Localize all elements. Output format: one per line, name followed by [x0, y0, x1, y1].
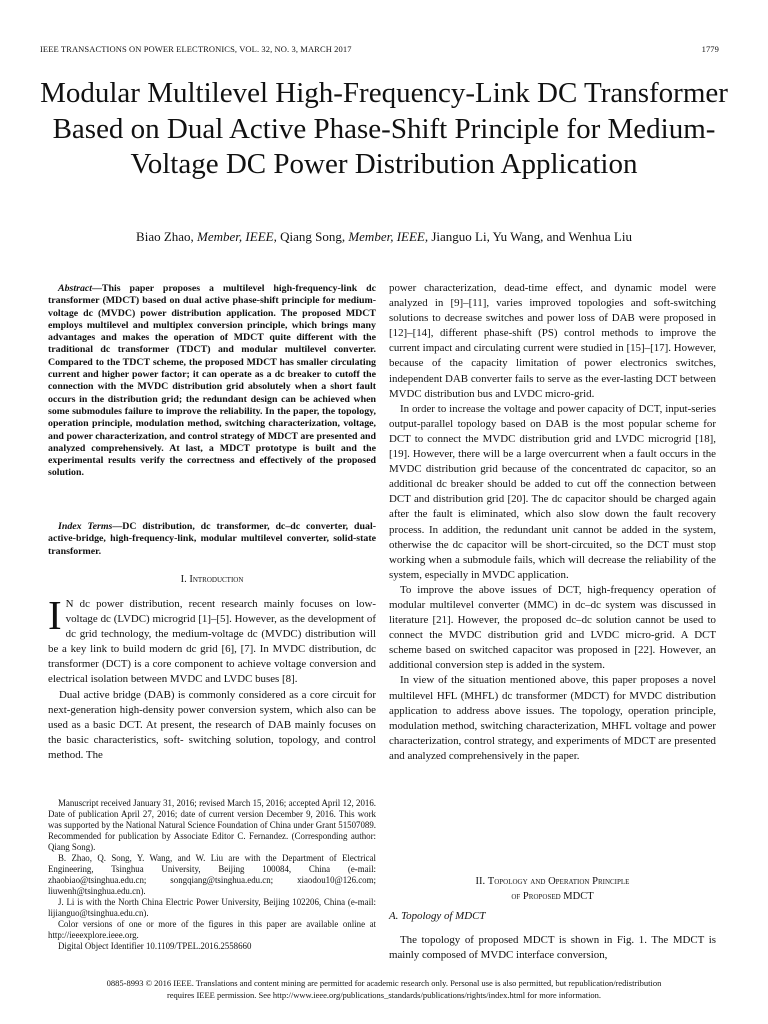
footnote-manuscript: Manuscript received January 31, 2016; revised March 15, 2016; accepted April 12, 2016. Date of publication April 27, 2016; date of current version December 9, 2016. This work was supported by the National Natural Science Foundation of China under Grant 51507089. Recommended for publication by Associate Editor C. Fernandez. (Corresponding author: Qiang Song). — [48, 798, 376, 852]
author-name: Biao Zhao, — [136, 229, 194, 244]
right-paragraph-5: The topology of proposed MDCT is shown in Fig. 1. The MDCT is mainly composed of MVDC interface conversion, — [389, 934, 716, 962]
right-paragraph-1: power characterization, dead-time effect, and dynamic model were analyzed in [9]–[11], varies improved topologies and soft-switching solutions to decrease switches and power loss of DAB were proposed in [12]–[14], different phase-shift (PS) control methods to improve the current impact and circulating current were studied in [15]–[17]. However, because of the capacity limitation of power electronics switches, independent DAB converter fails to serve as the ever-lasting DCT between MVDC distribution bus and LVDC micro-grid. — [389, 282, 716, 400]
right-column-body — [389, 281, 716, 764]
copyright-line-2: requires IEEE permission. See http://www.ieee.org/publications_standards/publications/rights/index.html for more information. — [166, 990, 602, 1000]
paper-title: Modular Multilevel High-Frequency-Link DC Transformer Based on Dual Active Phase-Shift Principle for Medium-Voltage DC Power Distribution Application — [40, 77, 728, 180]
section-heading-topology — [389, 874, 716, 904]
footnote-color: Color versions of one or more of the figures in this paper are available online at http://ieeexplore.ieee.org. — [48, 919, 376, 940]
right-paragraph-2: In order to increase the voltage and power capacity of DCT, input-series output-parallel topology based on DAB is the most popular scheme for DCT to connect the MVDC distribution grid and LVDC microgrid [18], [19]. However, there will be a large overcurrent when a fault occurs in the MVDC distribution grid because of the concentrated dc capacitor, so an additional dc breaker should be added to cut off the connection between DCT and distribution grid [20]. The dc capacitor should be charged again after the fault is eliminated, which also slow down the fault recovery process. In addition, the redundant unit cannot be added in the system, otherwise the dc capacitor will be short-circuited, so the DCT must stop working when a submodule fails, which will decrease the reliability of the system, especially in MVDC application. — [389, 402, 716, 581]
intro-paragraph-1: N dc power distribution, recent research mainly focuses on low-voltage dc (LVDC) microgrid [1]–[5]. However, as the development of dc grid technology, the medium-voltage dc (MVDC) distribution will be a key link to build modern dc grid [6], [7]. In MVDC distribution, dc transformer (DCT) is a core component to achieve voltage conversion and electrical isolation between MVDC and LVDC buses [8]. — [48, 598, 376, 686]
index-terms-text: —DC distribution, dc transformer, dc–dc converter, dual-active-bridge, high-frequency-link, modular multilevel converter, solid-state transformer. — [48, 521, 376, 557]
abstract-text: —This paper proposes a multilevel high-frequency-link dc transformer (MDCT) based on dual active phase-shift principle for medium-voltage dc (MVDC) power distribution application. The proposed MDCT employs multilevel and multiplex conversion principle, which brings many advantages and makes the operation of MDCT quite different with the traditional dc transformer (TDCT) and modular multilevel converter. Compared to the TDCT scheme, the proposed MDCT has smaller circulating current and higher power factor; it can operate as a dc breaker to cutoff the connection with the MVDC distribution grid absolutely when a short fault occurs in the distribution grid; the redundant design can be achieved when some submodules failure to improve the reliability. In the paper, the topology, operation principle, modulation method, switching characterization, voltage, and power characterization, and control strategy of MDCT are presented and analyzed comprehensively. At last, a MDCT prototype is built and the experimental results verify the correctness and effectively of the proposed solution. — [48, 283, 376, 479]
right-column-final — [389, 933, 716, 963]
footnote-affiliation-2: J. Li is with the North China Electric Power University, Beijing 102206, China (e-mail: lijianguo@tsinghua.edu.cn). — [48, 897, 376, 918]
footnotes — [48, 798, 376, 952]
section-title: Introduction — [189, 574, 244, 585]
copyright-line-1: 0885-8993 © 2016 IEEE. Translations and content mining are permitted for academic research only. Personal use is also permitted, but republication/redistribution — [106, 978, 662, 988]
section-title-line-1: Topology and Operation Principle — [487, 876, 630, 887]
section-number: I. — [180, 574, 190, 585]
subsection-heading: A. Topology of MDCT — [389, 910, 486, 922]
intro-paragraph-2: Dual active bridge (DAB) is commonly considered as a core circuit for next-generation high-density power conversion system, which also can be used as a basic DCT. At present, the research of DAB mainly focuses on the basic characteristics, soft- switching solution, topology, and control method. The — [48, 688, 376, 761]
author-list — [40, 229, 728, 245]
abstract — [48, 283, 376, 480]
index-terms — [48, 521, 376, 558]
index-terms-label: Index Terms — [58, 521, 113, 532]
author-name: Jianguo Li, Yu Wang, and Wenhua Liu — [428, 229, 632, 244]
section-title-line-2: of Proposed MDCT — [511, 891, 594, 902]
section-heading-introduction — [48, 574, 376, 585]
section-number: II. — [475, 876, 488, 887]
abstract-label: Abstract — [58, 283, 93, 294]
right-paragraph-4: In view of the situation mentioned above, this paper proposes a novel multilevel HFL (MHFL) dc transformer (MDCT) for MVDC distribution application to address above issues. The topology, operation principle, modulation method, switching characterization, MHFL voltage and power characterization, control strategy, and experiments of MDCT are presented and analyzed comprehensively in the paper. — [389, 674, 716, 762]
running-header-journal: IEEE TRANSACTIONS ON POWER ELECTRONICS, VOL. 32, NO. 3, MARCH 2017 — [40, 44, 352, 54]
copyright-note — [40, 977, 728, 1001]
author-role: Member, IEEE, — [345, 229, 429, 244]
footnote-doi: Digital Object Identifier 10.1109/TPEL.2016.2558660 — [58, 941, 252, 951]
right-paragraph-3: To improve the above issues of DCT, high-frequency operation of modular multilevel converter (MMC) in dc–dc system was discussed in literature [21]. However, the proposed dc–dc solution cannot be used to connect the MVDC distribution grid and LVDC micro-grid. A DCT scheme based on switched capacitor was proposed in [22]. However, an additional conversion step is added in the system. — [389, 583, 716, 672]
introduction-body — [48, 592, 376, 763]
drop-cap: I — [48, 592, 62, 638]
author-role: Member, IEEE, — [193, 229, 277, 244]
page-number: 1779 — [701, 44, 719, 54]
author-name: Qiang Song, — [276, 229, 346, 244]
footnote-affiliation-1: B. Zhao, Q. Song, Y. Wang, and W. Liu are with the Department of Electrical Engineering, Tsinghua University, Beijing 100084, China (e-mail: zhaobiao@tsinghua.edu.cn; songqiang@tsinghua.edu.cn; xiaodou10@126.com; liuwenh@tsinghua.edu.cn). — [48, 853, 376, 896]
